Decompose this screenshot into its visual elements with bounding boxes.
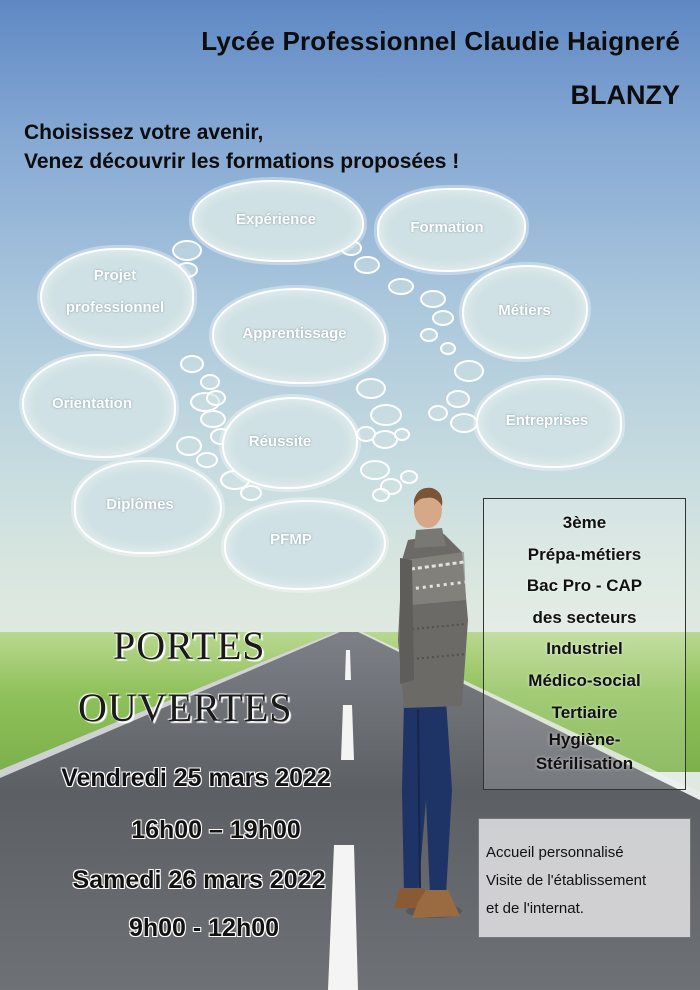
bubble-label-orientation: Orientation [51, 395, 132, 412]
school-name: Lycée Professionnel Claudie Haigneré [201, 26, 680, 56]
welcome-line: Accueil personnalisé [486, 844, 624, 861]
event-day-1-hours: 16h00 – 19h00 [131, 816, 301, 844]
bubble-label-apprentissage: Apprentissage [242, 325, 347, 342]
sector-line: Hygiène- [548, 730, 621, 750]
bubble-label-entreprises: Entreprises [505, 412, 589, 429]
sector-line: Bac Pro - CAP [526, 576, 643, 596]
bubble-label-projet-2: professionnel [65, 299, 165, 316]
sector-line: Médico-social [528, 670, 641, 690]
tagline-line-1: Choisissez votre avenir, [24, 121, 264, 144]
sector-line: des secteurs [532, 607, 637, 627]
sector-line: Tertiaire [551, 702, 618, 722]
event-title-line-2: OUVERTES [78, 685, 293, 730]
sector-line: Stérilisation [535, 754, 634, 774]
event-day-2-hours: 9h00 - 12h00 [128, 914, 280, 942]
bubble-label-experience: Expérience [235, 211, 317, 228]
event-day-1: Vendredi 25 mars 2022 [61, 764, 331, 792]
tagline-line-2: Venez découvrir les formations proposées ! [24, 150, 460, 173]
bubble-label-projet-1: Projet [93, 267, 137, 284]
event-title-line-1: PORTES [113, 623, 266, 668]
sectors-panel [483, 498, 686, 790]
sector-line: 3ème [562, 513, 607, 532]
bubble-label-reussite: Réussite [248, 433, 312, 450]
bubble-label-pfmp: PFMP [270, 531, 312, 548]
sector-line: Industriel [546, 639, 623, 659]
bubble-label-metiers: Métiers [498, 302, 551, 319]
bubble-label-diplomes: Diplômes [106, 496, 174, 513]
bubble-label-formation: Formation [410, 219, 484, 236]
event-day-2: Samedi 26 mars 2022 [72, 866, 326, 894]
town-name: BLANZY [570, 80, 680, 110]
sector-line: Prépa-métiers [527, 544, 642, 564]
welcome-panel [478, 818, 691, 938]
welcome-line: et de l'internat. [486, 900, 584, 917]
welcome-line: Visite de l'établissement [486, 872, 647, 889]
